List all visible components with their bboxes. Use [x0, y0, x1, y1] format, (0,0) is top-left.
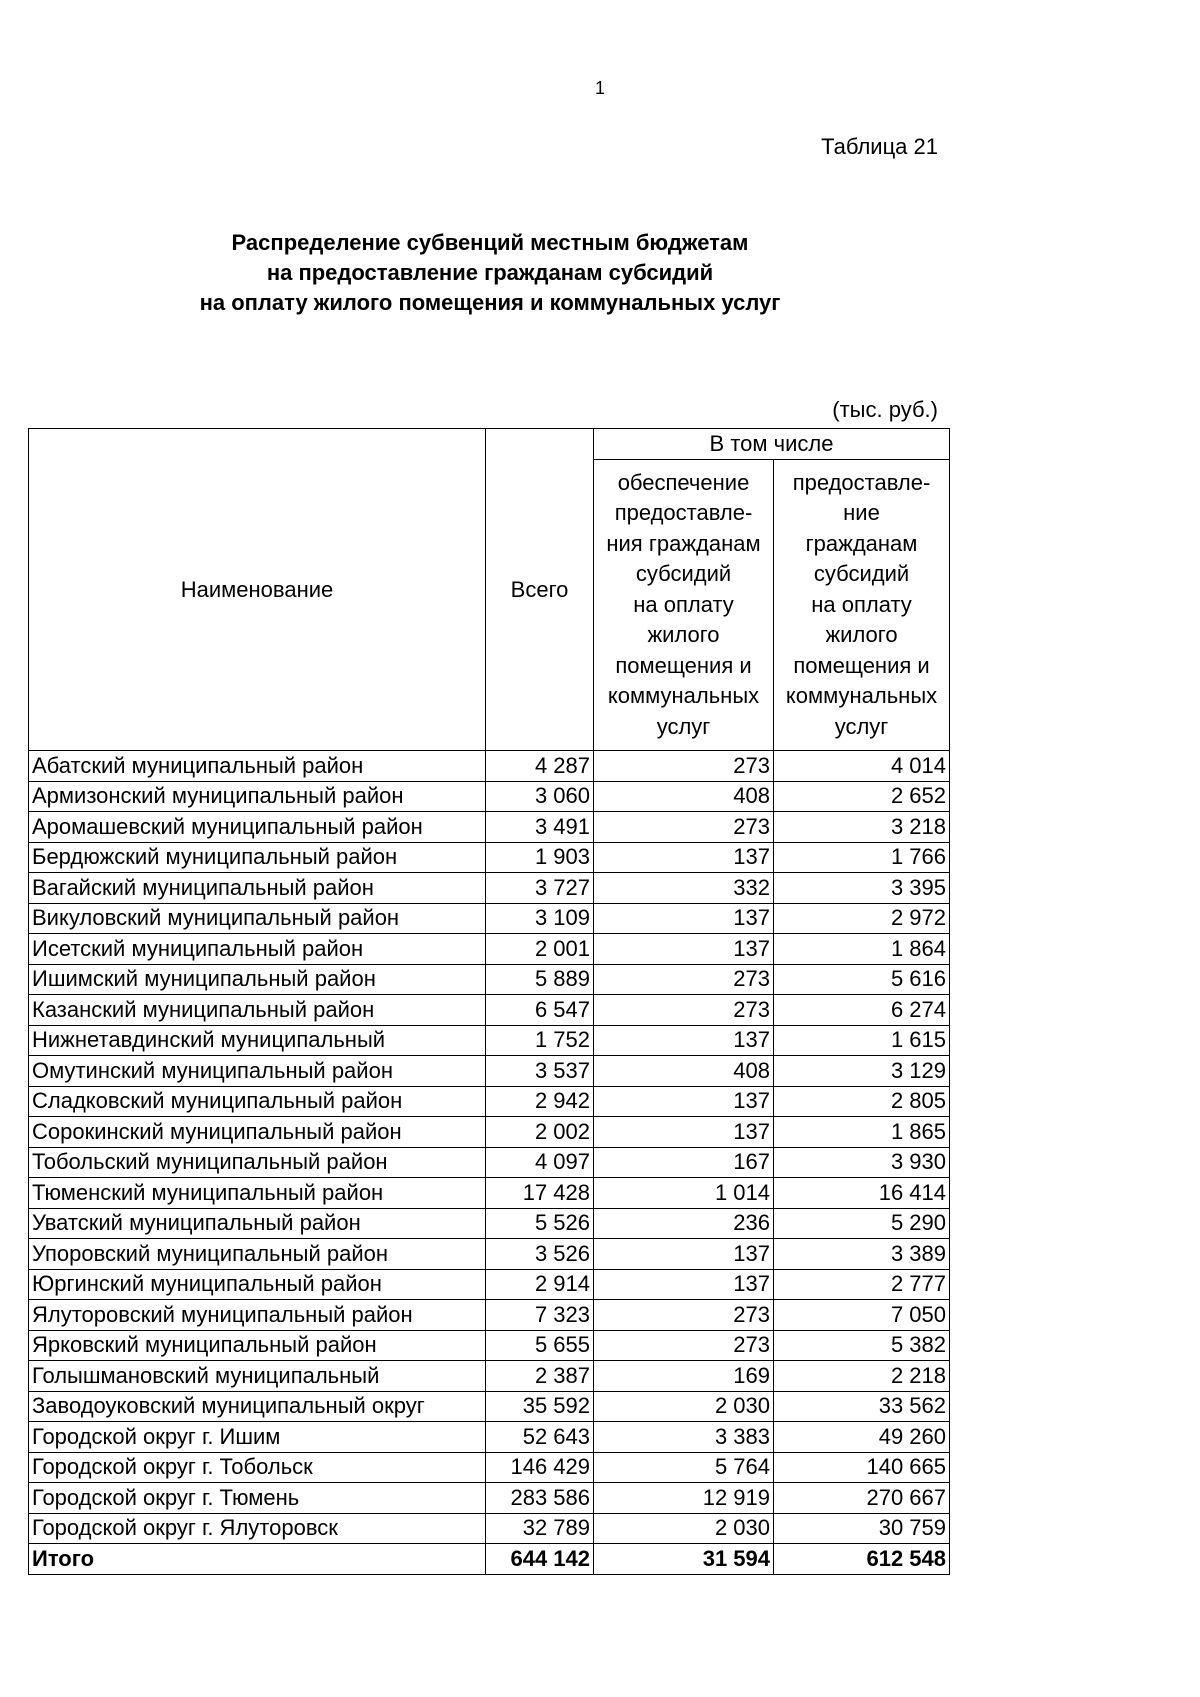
table-row: [29, 1025, 950, 1056]
cell-col-b: 270 667: [774, 1483, 950, 1514]
cell-total: 5 526: [486, 1208, 594, 1239]
cell-name: Казанский муниципальный район: [29, 995, 486, 1026]
cell-col-a: 137: [594, 1269, 774, 1300]
cell-name: Упоровский муниципальный район: [29, 1239, 486, 1270]
cell-col-a: 169: [594, 1361, 774, 1392]
cell-name: Сорокинский муниципальный район: [29, 1117, 486, 1148]
cell-total: 146 429: [486, 1452, 594, 1483]
table-row: [29, 1513, 950, 1544]
cell-col-b: 2 972: [774, 903, 950, 934]
table-row: [29, 1239, 950, 1270]
table-row: [29, 1208, 950, 1239]
table-row: [29, 781, 950, 812]
cell-total: 3 109: [486, 903, 594, 934]
cell-col-a: 137: [594, 1025, 774, 1056]
table-row: [29, 903, 950, 934]
header-total: Всего: [486, 429, 594, 751]
title-line: на оплату жилого помещения и коммунальных услуг: [199, 290, 781, 315]
cell-total: 3 060: [486, 781, 594, 812]
cell-name: Абатский муниципальный район: [29, 751, 486, 782]
cell-name: Заводоуковский муниципальный округ: [29, 1391, 486, 1422]
cell-name: Армизонский муниципальный район: [29, 781, 486, 812]
cell-col-a: 273: [594, 964, 774, 995]
cell-col-b: 1 864: [774, 934, 950, 965]
table-row: [29, 812, 950, 843]
cell-col-a: 31 594: [594, 1544, 774, 1575]
table-row: [29, 1147, 950, 1178]
cell-col-b: 5 616: [774, 964, 950, 995]
cell-col-a: 273: [594, 812, 774, 843]
cell-name: Городской округ г. Тюмень: [29, 1483, 486, 1514]
cell-col-b: 612 548: [774, 1544, 950, 1575]
cell-col-b: 3 389: [774, 1239, 950, 1270]
table-row: [29, 1422, 950, 1453]
cell-total: 4 097: [486, 1147, 594, 1178]
cell-total: 3 727: [486, 873, 594, 904]
cell-total: 2 914: [486, 1269, 594, 1300]
cell-col-a: 408: [594, 781, 774, 812]
cell-col-b: 3 930: [774, 1147, 950, 1178]
cell-total: 2 942: [486, 1086, 594, 1117]
cell-total: 2 387: [486, 1361, 594, 1392]
cell-name: Городской округ г. Ишим: [29, 1422, 486, 1453]
cell-col-a: 137: [594, 903, 774, 934]
cell-total: 5 889: [486, 964, 594, 995]
cell-col-b: 3 218: [774, 812, 950, 843]
cell-col-b: 5 382: [774, 1330, 950, 1361]
cell-name: Вагайский муниципальный район: [29, 873, 486, 904]
header-group: В том числе: [594, 429, 950, 460]
cell-col-b: 5 290: [774, 1208, 950, 1239]
cell-col-b: 3 129: [774, 1056, 950, 1087]
cell-total: 2 001: [486, 934, 594, 965]
cell-total: 5 655: [486, 1330, 594, 1361]
cell-total: 7 323: [486, 1300, 594, 1331]
cell-total: 6 547: [486, 995, 594, 1026]
table-row: [29, 1300, 950, 1331]
cell-name: Юргинский муниципальный район: [29, 1269, 486, 1300]
table-row: [29, 873, 950, 904]
cell-col-b: 30 759: [774, 1513, 950, 1544]
header-name: Наименование: [29, 429, 486, 751]
cell-col-a: 273: [594, 1330, 774, 1361]
cell-col-b: 1 766: [774, 842, 950, 873]
table-row: [29, 1269, 950, 1300]
title-line: на предоставление гражданам субсидий: [266, 260, 714, 285]
table-row: [29, 1330, 950, 1361]
cell-col-a: 5 764: [594, 1452, 774, 1483]
table-row: [29, 964, 950, 995]
cell-name: Голышмановский муниципальный: [29, 1361, 486, 1392]
cell-total: 3 537: [486, 1056, 594, 1087]
table-row: [29, 1361, 950, 1392]
cell-col-b: 2 218: [774, 1361, 950, 1392]
cell-total: 52 643: [486, 1422, 594, 1453]
table-body: [29, 751, 950, 1575]
cell-name: Городской округ г. Тобольск: [29, 1452, 486, 1483]
header-col-b: предоставле- ние гражданам субсидий на оплату жилого помещения и коммунальных услуг: [774, 460, 950, 751]
cell-total: 283 586: [486, 1483, 594, 1514]
cell-col-a: 137: [594, 1117, 774, 1148]
cell-name: Уватский муниципальный район: [29, 1208, 486, 1239]
cell-total: 2 002: [486, 1117, 594, 1148]
cell-name: Ялуторовский муниципальный район: [29, 1300, 486, 1331]
cell-col-a: 2 030: [594, 1513, 774, 1544]
cell-col-b: 33 562: [774, 1391, 950, 1422]
cell-name: Викуловский муниципальный район: [29, 903, 486, 934]
table-label: Таблица 21: [821, 134, 938, 159]
header-col-a: обеспечение предоставле- ния гражданам субсидий на оплату жилого помещения и коммунальных услуг: [594, 460, 774, 751]
cell-total: 17 428: [486, 1178, 594, 1209]
table-row: [29, 1178, 950, 1209]
cell-name: Тобольский муниципальный район: [29, 1147, 486, 1178]
cell-total: 3 526: [486, 1239, 594, 1270]
cell-name: Ишимский муниципальный район: [29, 964, 486, 995]
table-row: [29, 1452, 950, 1483]
cell-col-a: 273: [594, 995, 774, 1026]
table-row: [29, 1056, 950, 1087]
cell-col-b: 4 014: [774, 751, 950, 782]
cell-col-b: 16 414: [774, 1178, 950, 1209]
cell-total: 644 142: [486, 1544, 594, 1575]
cell-col-a: 2 030: [594, 1391, 774, 1422]
cell-col-b: 2 652: [774, 781, 950, 812]
cell-total: 1 752: [486, 1025, 594, 1056]
document-title: [0, 228, 980, 318]
cell-col-b: 2 805: [774, 1086, 950, 1117]
cell-total: 1 903: [486, 842, 594, 873]
cell-col-a: 137: [594, 1086, 774, 1117]
cell-col-b: 2 777: [774, 1269, 950, 1300]
table-row: [29, 842, 950, 873]
cell-name: Аромашевский муниципальный район: [29, 812, 486, 843]
cell-col-b: 7 050: [774, 1300, 950, 1331]
cell-col-b: 49 260: [774, 1422, 950, 1453]
cell-name: Тюменский муниципальный район: [29, 1178, 486, 1209]
cell-name: Итого: [29, 1544, 486, 1575]
cell-col-a: 137: [594, 1239, 774, 1270]
subvention-table: [28, 428, 950, 1575]
cell-col-b: 140 665: [774, 1452, 950, 1483]
cell-name: Городской округ г. Ялуторовск: [29, 1513, 486, 1544]
table-row: [29, 934, 950, 965]
cell-col-a: 273: [594, 751, 774, 782]
cell-total: 4 287: [486, 751, 594, 782]
cell-name: Бердюжский муниципальный район: [29, 842, 486, 873]
cell-col-b: 1 865: [774, 1117, 950, 1148]
cell-col-a: 273: [594, 1300, 774, 1331]
cell-col-b: 1 615: [774, 1025, 950, 1056]
table-row: [29, 1086, 950, 1117]
table-row: [29, 1391, 950, 1422]
cell-total: 3 491: [486, 812, 594, 843]
table-row: [29, 1117, 950, 1148]
cell-col-b: 3 395: [774, 873, 950, 904]
cell-name: Исетский муниципальный район: [29, 934, 486, 965]
table-row: [29, 751, 950, 782]
units-label: (тыс. руб.): [832, 397, 938, 422]
title-line: Распределение субвенций местным бюджетам: [231, 230, 749, 255]
table-row: [29, 1483, 950, 1514]
cell-col-b: 6 274: [774, 995, 950, 1026]
cell-name: Ярковский муниципальный район: [29, 1330, 486, 1361]
cell-col-a: 167: [594, 1147, 774, 1178]
cell-col-a: 332: [594, 873, 774, 904]
cell-col-a: 408: [594, 1056, 774, 1087]
cell-name: Нижнетавдинский муниципальный: [29, 1025, 486, 1056]
cell-total: 35 592: [486, 1391, 594, 1422]
cell-name: Омутинский муниципальный район: [29, 1056, 486, 1087]
page-number: 1: [594, 78, 605, 98]
cell-col-a: 3 383: [594, 1422, 774, 1453]
cell-name: Сладковский муниципальный район: [29, 1086, 486, 1117]
total-row: [29, 1544, 950, 1575]
cell-col-a: 137: [594, 934, 774, 965]
cell-col-a: 12 919: [594, 1483, 774, 1514]
table-row: [29, 995, 950, 1026]
cell-total: 32 789: [486, 1513, 594, 1544]
cell-col-a: 137: [594, 842, 774, 873]
cell-col-a: 236: [594, 1208, 774, 1239]
cell-col-a: 1 014: [594, 1178, 774, 1209]
